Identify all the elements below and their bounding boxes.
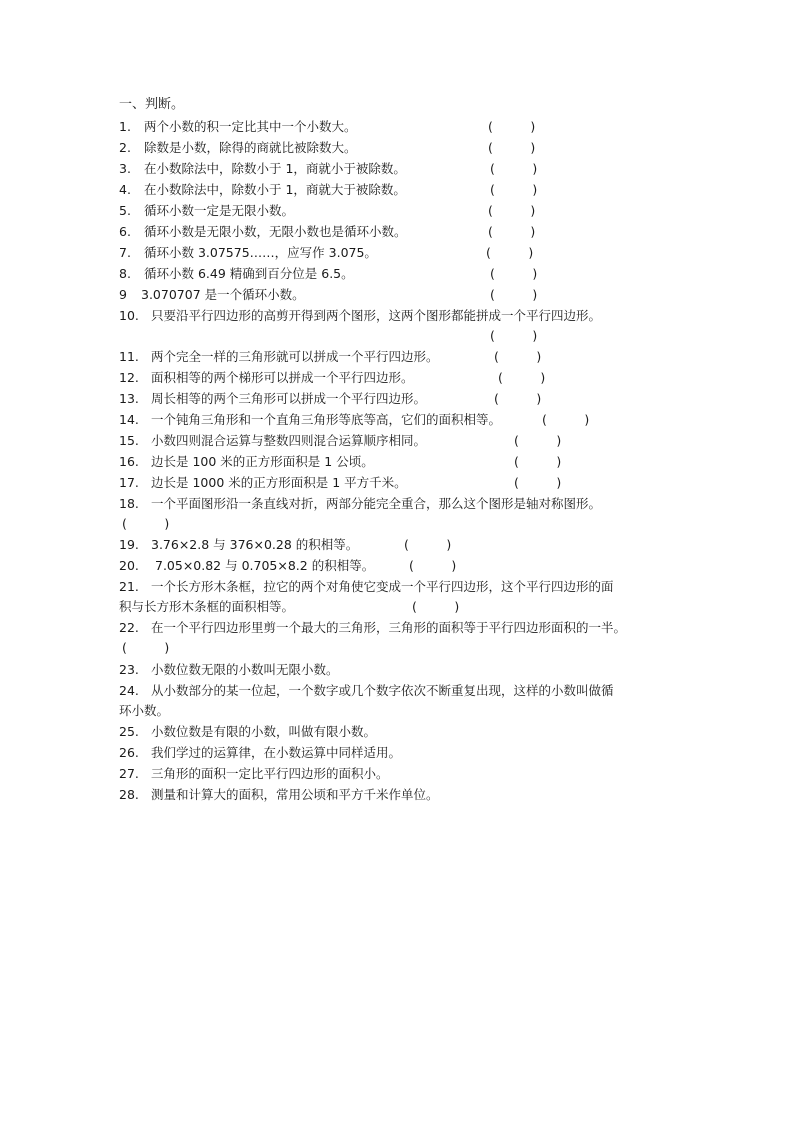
question-text: 在小数除法中，除数小于 1，商就大于被除数。 [144, 182, 406, 197]
question-text: 在一个平行四边形里剪一个最大的三角形，三角形的面积等于平行四边形面积的一半。 [151, 620, 627, 635]
answer-blank[interactable]: ( ) [486, 245, 534, 260]
question-row [0, 681, 794, 701]
question-number: 12. [119, 370, 139, 385]
question-text: 一个平面图形沿一条直线对折，两部分能完全重合，那么这个图形是轴对称图形。 [151, 496, 602, 511]
question-row [0, 722, 794, 742]
question-number: 9 [119, 287, 127, 302]
answer-blank[interactable]: ( ) [409, 558, 457, 573]
question-row [0, 410, 794, 430]
question-text: 两个完全一样的三角形就可以拼成一个平行四边形。 [151, 349, 439, 364]
question-text-continued: 环小数。 [119, 703, 170, 718]
question-text: 小数位数无限的小数叫无限小数。 [151, 662, 339, 677]
question-text: 一个钝角三角形和一个直角三角形等底等高，它们的面积相等。 [151, 412, 502, 427]
question-text: 除数是小数，除得的商就比被除数大。 [144, 140, 357, 155]
question-number: 17. [119, 475, 139, 490]
question-number: 16. [119, 454, 139, 469]
question-number: 18. [119, 496, 139, 511]
question-row [0, 159, 794, 179]
question-text: 循环小数是无限小数，无限小数也是循环小数。 [144, 224, 407, 239]
answer-blank[interactable]: ( ) [488, 119, 536, 134]
answer-blank[interactable]: ( ) [498, 370, 546, 385]
answer-blank[interactable]: ( ) [514, 454, 562, 469]
question-number: 14. [119, 412, 139, 427]
question-row [0, 431, 794, 451]
question-number: 15. [119, 433, 139, 448]
question-text: 两个小数的积一定比其中一个小数大。 [144, 119, 357, 134]
question-number: 21. [119, 579, 139, 594]
question-row [0, 556, 794, 576]
question-row [0, 222, 794, 242]
question-row [0, 117, 794, 137]
answer-blank[interactable]: ( ) [494, 391, 542, 406]
question-row [0, 660, 794, 680]
question-text: 7.05×0.82 与 0.705×8.2 的积相等。 [155, 558, 375, 573]
answer-blank[interactable]: ( ) [488, 203, 536, 218]
question-number: 19. [119, 537, 139, 552]
question-number: 23. [119, 662, 139, 677]
question-text: 循环小数一定是无限小数。 [144, 203, 295, 218]
question-number: 28. [119, 787, 139, 802]
answer-blank[interactable]: ( ) [490, 328, 538, 343]
question-text: 只要沿平行四边形的高剪开得到两个图形，这两个图形都能拼成一个平行四边形。 [151, 308, 602, 323]
question-number: 7. [119, 245, 131, 260]
question-text: 我们学过的运算律，在小数运算中同样适用。 [151, 745, 402, 760]
answer-blank[interactable]: ( ) [122, 516, 170, 531]
question-row [0, 138, 794, 158]
question-row [0, 389, 794, 409]
question-number: 3. [119, 161, 131, 176]
answer-blank[interactable]: ( ) [490, 182, 538, 197]
question-row [0, 743, 794, 763]
question-text: 3.76×2.8 与 376×0.28 的积相等。 [151, 537, 359, 552]
answer-blank[interactable]: ( ) [412, 599, 460, 614]
question-text: 循环小数 6.49 精确到百分位是 6.5。 [144, 266, 354, 281]
question-row [0, 347, 794, 367]
question-text: 3.070707 是一个循环小数。 [141, 287, 305, 302]
section-heading: 一、判断。 [119, 97, 185, 112]
answer-blank[interactable]: ( ) [514, 475, 562, 490]
question-row [0, 180, 794, 200]
question-row [0, 764, 794, 784]
question-row [0, 785, 794, 805]
question-number: 8. [119, 266, 131, 281]
question-row [0, 452, 794, 472]
question-number: 26. [119, 745, 139, 760]
answer-blank[interactable]: ( ) [404, 537, 452, 552]
question-text: 小数四则混合运算与整数四则混合运算顺序相同。 [151, 433, 427, 448]
answer-blank[interactable]: ( ) [514, 433, 562, 448]
question-number: 6. [119, 224, 131, 239]
question-number: 10. [119, 308, 139, 323]
question-text: 循环小数 3.07575……，应写作 3.075。 [144, 245, 377, 260]
question-number: 20. [119, 558, 139, 573]
answer-blank[interactable]: ( ) [488, 224, 536, 239]
question-row [0, 494, 794, 514]
answer-blank[interactable]: ( ) [490, 161, 538, 176]
question-number: 2. [119, 140, 131, 155]
question-number: 1. [119, 119, 131, 134]
question-row [0, 368, 794, 388]
answer-blank[interactable]: ( ) [490, 266, 538, 281]
question-row [0, 243, 794, 263]
question-row [0, 473, 794, 493]
question-number: 22. [119, 620, 139, 635]
question-text: 测量和计算大的面积，常用公顷和平方千米作单位。 [151, 787, 439, 802]
question-row [0, 306, 794, 326]
answer-blank[interactable]: ( ) [490, 287, 538, 302]
answer-blank[interactable]: ( ) [122, 640, 170, 655]
question-text: 边长是 1000 米的正方形面积是 1 平方千米。 [151, 475, 407, 490]
question-row [0, 264, 794, 284]
question-number: 24. [119, 683, 139, 698]
question-row [0, 201, 794, 221]
answer-blank[interactable]: ( ) [494, 349, 542, 364]
question-row [0, 577, 794, 597]
question-text: 小数位数是有限的小数，叫做有限小数。 [151, 724, 377, 739]
answer-blank[interactable]: ( ) [488, 140, 536, 155]
question-text: 面积相等的两个梯形可以拼成一个平行四边形。 [151, 370, 414, 385]
question-number: 4. [119, 182, 131, 197]
answer-blank[interactable]: ( ) [542, 412, 590, 427]
question-row [0, 618, 794, 638]
question-number: 11. [119, 349, 139, 364]
question-row [0, 285, 794, 305]
question-row [0, 535, 794, 555]
question-text: 从小数部分的某一位起，一个数字或几个数字依次不断重复出现，这样的小数叫做循 [151, 683, 614, 698]
question-number: 25. [119, 724, 139, 739]
question-number: 27. [119, 766, 139, 781]
question-text: 周长相等的两个三角形可以拼成一个平行四边形。 [151, 391, 427, 406]
question-number: 5. [119, 203, 131, 218]
question-text: 三角形的面积一定比平行四边形的面积小。 [151, 766, 389, 781]
question-text: 在小数除法中，除数小于 1，商就小于被除数。 [144, 161, 406, 176]
question-text: 边长是 100 米的正方形面积是 1 公顷。 [151, 454, 374, 469]
question-text: 一个长方形木条框，拉它的两个对角使它变成一个平行四边形，这个平行四边形的面 [151, 579, 614, 594]
question-number: 13. [119, 391, 139, 406]
question-text-continued: 积与长方形木条框的面积相等。 [119, 599, 295, 614]
